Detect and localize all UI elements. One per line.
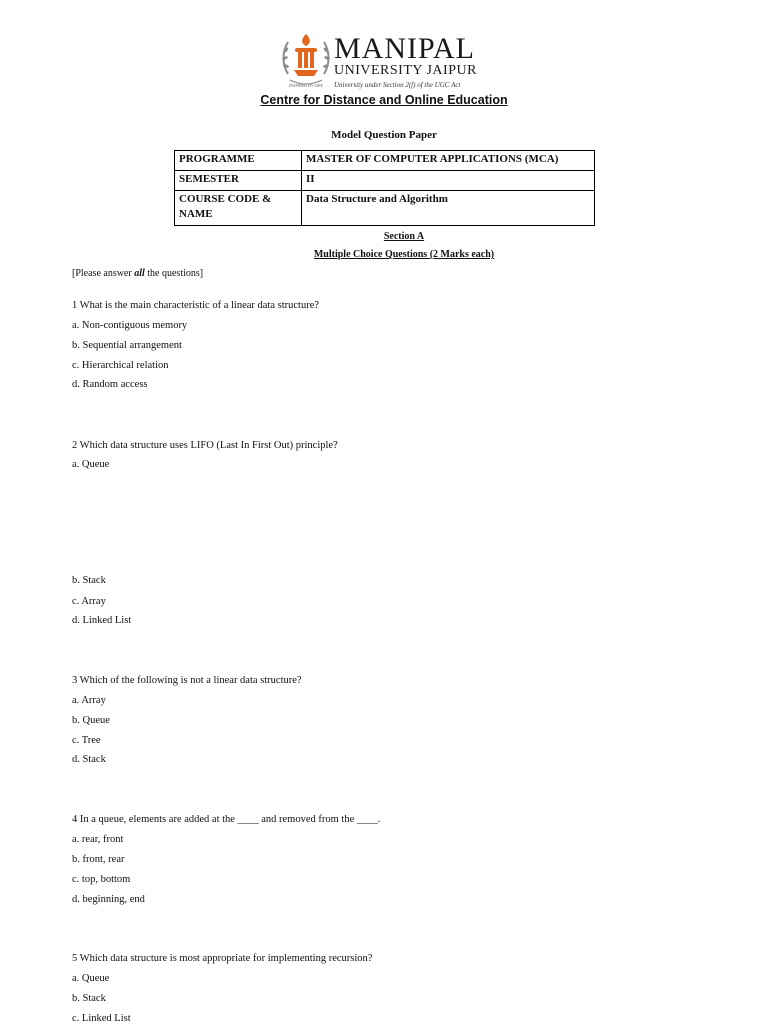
section-title: Section A: [383, 231, 425, 242]
table-key: COURSE CODE & NAME: [175, 191, 302, 226]
brand-tagline: University under Section 2(f) of the UGC Act: [334, 81, 461, 89]
option-item: c. Tree: [72, 735, 101, 746]
option-item: b. Stack: [72, 993, 106, 1004]
brand-subtitle: UNIVERSITY JAIPUR: [334, 63, 477, 78]
instruction-emphasis: all: [134, 268, 145, 279]
instruction-text: [72, 268, 203, 279]
option-item: a. rear, front: [72, 834, 124, 845]
table-value: MASTER OF COMPUTER APPLICATIONS (MCA): [302, 151, 595, 171]
option-item: d. Random access: [72, 379, 148, 390]
seal-ribbon-text: INSPIRED BY LIFE: [289, 83, 323, 88]
option-item: b. Stack: [72, 575, 106, 586]
seal-icon: [280, 32, 334, 90]
option-item: a. Queue: [72, 973, 110, 984]
table-row: [175, 191, 595, 226]
table-value: Data Structure and Algorithm: [302, 191, 595, 226]
instruction-prefix: [Please answer: [72, 268, 135, 279]
section-subtitle: Multiple Choice Questions (2 Marks each): [313, 249, 495, 260]
table-key: SEMESTER: [175, 171, 302, 191]
option-item: b. Queue: [72, 715, 110, 726]
option-item: a. Array: [72, 695, 106, 706]
table-row: [175, 151, 595, 171]
instruction-suffix: the questions]: [144, 268, 204, 279]
option-item: c. Hierarchical relation: [72, 360, 169, 371]
question-text: 1 What is the main characteristic of a linear data structure?: [72, 300, 320, 311]
brand-name: MANIPAL: [334, 32, 475, 65]
option-item: c. Linked List: [72, 1013, 131, 1024]
question-text: 5 Which data structure is most appropriate for implementing recursion?: [72, 953, 373, 964]
option-item: c. top, bottom: [72, 874, 131, 885]
option-item: d. Linked List: [72, 615, 132, 626]
option-item: a. Queue: [72, 459, 110, 470]
table-key: PROGRAMME: [175, 151, 302, 171]
table-row: [175, 171, 595, 191]
question-text: 2 Which data structure uses LIFO (Last In First Out) principle?: [72, 440, 338, 451]
programme-info-table: [174, 150, 595, 226]
question-text: 3 Which of the following is not a linear data structure?: [72, 675, 302, 686]
option-item: d. beginning, end: [72, 894, 145, 905]
option-item: b. Sequential arrangement: [72, 340, 182, 351]
option-item: b. front, rear: [72, 854, 125, 865]
paper-title: Model Question Paper: [331, 129, 437, 141]
option-item: d. Stack: [72, 754, 106, 765]
centre-heading: Centre for Distance and Online Education: [260, 93, 508, 107]
question-text: 4 In a queue, elements are added at the ____ and removed from the ____.: [72, 814, 381, 825]
option-item: a. Non-contiguous memory: [72, 320, 188, 331]
table-value: II: [302, 171, 595, 191]
option-item: c. Array: [72, 596, 106, 607]
